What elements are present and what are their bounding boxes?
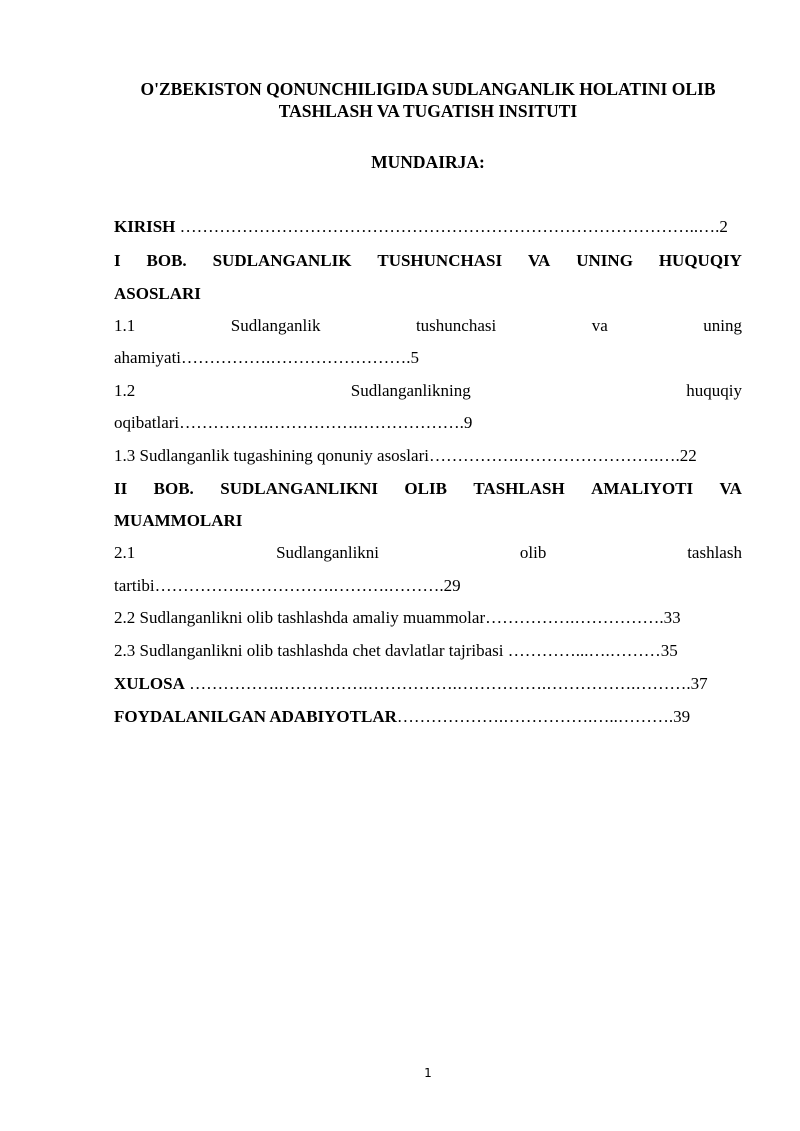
toc-chapter-1-line-1 xyxy=(114,250,742,272)
word: UNING xyxy=(576,251,633,270)
word: SUDLANGANLIK xyxy=(212,251,352,270)
toc-section-1-2-line-1 xyxy=(114,380,742,402)
toc-heading: MUNDAIRJA: xyxy=(371,152,485,172)
toc-section-1-1-line-1 xyxy=(114,315,742,337)
word: HUQUQIY xyxy=(658,251,742,270)
word: 1.1 xyxy=(114,316,136,335)
word: I xyxy=(114,251,121,270)
document-title-line-1: O'ZBEKISTON QONUNCHILIGIDA SUDLANGANLIK HOLATINI OLIB xyxy=(140,79,716,99)
toc-section-2-3: 2.3 Sudlanganlikni olib tashlashda chet davlatlar tajribasi …………...….………35 xyxy=(114,641,678,660)
toc-section-2-1-line-1 xyxy=(114,542,742,564)
word: 2.1 xyxy=(114,543,136,562)
page-number: 1 xyxy=(424,1066,432,1080)
toc-adabiyotlar-label: FOYDALANILGAN ADABIYOTLAR xyxy=(114,707,397,726)
toc-section-2-2: 2.2 Sudlanganlikni olib tashlashda amaliy muammolar…………….…………….33 xyxy=(114,608,681,627)
toc-entry-kirish xyxy=(114,216,742,238)
document-title-line-2: TASHLASH VA TUGATISH INSITUTI xyxy=(278,101,578,121)
word: BOB. xyxy=(146,251,187,270)
word: VA xyxy=(719,479,742,498)
word: uning xyxy=(703,316,742,335)
toc-xulosa-text: XULOSA xyxy=(114,674,185,693)
toc-section-1-2-line-2: oqibatlari…………….…………….……………….9 xyxy=(114,413,473,432)
word: olib xyxy=(519,543,547,562)
toc-entry-xulosa xyxy=(114,673,742,695)
word: AMALIYOTI xyxy=(591,479,694,498)
toc-chapter-2-line-2: MUAMMOLARI xyxy=(114,511,243,530)
toc-leader-dots: …………….…………….…………….…………….…………….……….37 xyxy=(189,674,708,693)
word: II xyxy=(114,479,128,498)
word: TUSHUNCHASI xyxy=(377,251,503,270)
word: tushunchasi xyxy=(415,316,497,335)
toc-chapter-2-line-1 xyxy=(114,478,742,500)
word: va xyxy=(591,316,608,335)
word: 1.2 xyxy=(114,381,136,400)
word: VA xyxy=(527,251,551,270)
toc-kirish-text: KIRISH xyxy=(114,217,176,236)
toc-chapter-1-line-2: ASOSLARI xyxy=(114,284,201,303)
word: BOB. xyxy=(153,479,194,498)
word: OLIB xyxy=(404,479,447,498)
word: huquqiy xyxy=(686,381,742,400)
toc-section-1-3: 1.3 Sudlanganlik tugashining qonuniy asoslari…………….…………………….….22 xyxy=(114,446,697,465)
word: tashlash xyxy=(687,543,742,562)
toc-entry-adabiyotlar xyxy=(114,706,742,728)
word: Sudlanganlik xyxy=(230,316,321,335)
word: Sudlanganlikni xyxy=(276,543,380,562)
toc-adabiyotlar-leader: ……………….…………….…..……….39 xyxy=(396,707,691,726)
toc-leader-dots: ………………………………………………………………………………..….2 xyxy=(179,217,728,236)
word: TASHLASH xyxy=(473,479,565,498)
toc-section-1-1-line-2: ahamiyati…………….…………………….5 xyxy=(114,348,420,367)
toc-section-2-1-line-2: tartibi…………….…………….……….……….29 xyxy=(114,576,461,595)
word: Sudlanganlikning xyxy=(350,381,471,400)
word: SUDLANGANLIKNI xyxy=(220,479,378,498)
